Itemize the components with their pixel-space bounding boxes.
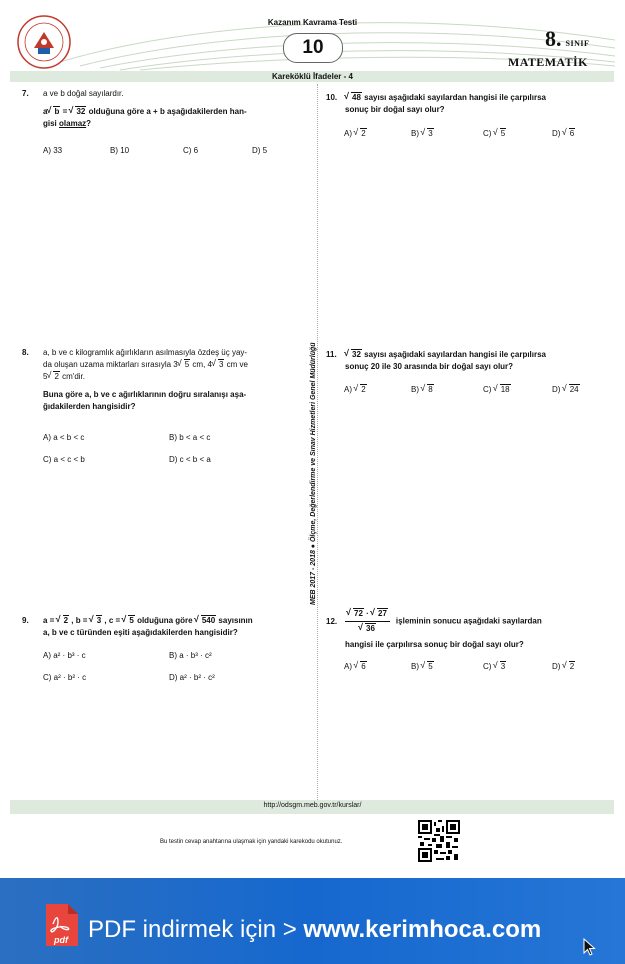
subject-label: MATEMATİK — [508, 55, 588, 69]
q11-option-d[interactable]: D) √ 24 — [552, 385, 580, 394]
question-12: 12. √ 72 · √ 27 √ 36 işleminin sonucu aşağıdaki sayılardan hangisi ile çarpılırsa sonuç bir doğal sayı olur? — [326, 608, 611, 651]
question-8: 8. a, b ve c kilogramlık ağırlıkların asılmasıyla özdeş üç yay- da oluşan uzama miktarları sırasıyla 3√ 5 cm, 4√ 3 cm ve 5√ 2 cm'dir. Buna göre a, b ve c ağırlıklarının doğru sıralanışı aşa- ğıdakilerden hangisidir? — [22, 347, 307, 413]
q12-fraction: √ 72 · √ 27 √ 36 — [345, 608, 390, 635]
q8-option-d[interactable]: D) c < b < a — [169, 455, 211, 464]
q10-option-b[interactable]: B) √ 3 — [411, 129, 434, 138]
svg-text:pdf: pdf — [54, 935, 68, 945]
q12-option-d[interactable]: D) √ 2 — [552, 662, 575, 671]
q7-option-b[interactable]: B) 10 — [110, 146, 130, 155]
q9-option-c[interactable]: C) a² · b² · c — [43, 673, 87, 682]
q10-option-d[interactable]: D) √ 6 — [552, 129, 575, 138]
q8-option-b[interactable]: B) b < a < c — [169, 433, 211, 442]
q7-option-a[interactable]: A) 33 — [43, 146, 63, 155]
banner-site-link[interactable]: www.kerimhoca.com — [303, 916, 542, 943]
q9-option-b[interactable]: B) a · b³ · c² — [169, 651, 212, 660]
question-10: 10. √ 48 sayısı aşağıdaki sayılardan hangisi ile çarpılırsa sonuç bir doğal sayı olur? — [326, 92, 611, 116]
q12-option-c[interactable]: C) √ 3 — [483, 662, 506, 671]
test-type-title: Kazanım Kavrama Testi — [267, 18, 358, 27]
question-7: 7. a ve b doğal sayılardır. a√ b = √ 32 olduğuna göre a + b aşağıdakilerden han- gisi olamaz? — [22, 88, 307, 130]
q11-option-c[interactable]: C) √ 18 — [483, 385, 511, 394]
q7-option-c[interactable]: C) 6 — [183, 146, 199, 155]
q7-option-d[interactable]: D) 5 — [252, 146, 268, 155]
pdf-file-icon — [44, 904, 78, 946]
q11-option-a[interactable]: A) √ 2 — [344, 385, 367, 394]
q10-option-c[interactable]: C) √ 5 — [483, 129, 506, 138]
question-9: 9. a = √ 2 , b = √ 3 , c = √ 5 olduğuna göre √ 540 sayısının a, b ve c türünden eşiti aşağıdakilerden hangisidir? — [22, 615, 312, 639]
q8-option-a[interactable]: A) a < b < c — [43, 433, 85, 442]
question-11: 11. √ 32 sayısı aşağıdaki sayılardan hangisi ile çarpılırsa sonuç 20 ile 30 arasında bir doğal sayı olur? — [326, 349, 611, 373]
grade-label: 8. SINIF — [545, 26, 590, 51]
q12-option-a[interactable]: A) √ 6 — [344, 662, 367, 671]
q12-option-b[interactable]: B) √ 5 — [411, 662, 434, 671]
test-number-badge: 10 — [283, 33, 343, 63]
q11-option-b[interactable]: B) √ 8 — [411, 385, 434, 394]
q9-option-d[interactable]: D) a² · b² · c² — [169, 673, 215, 682]
footer-url-link[interactable]: http://odsgm.meb.gov.tr/kurslar/ — [263, 802, 362, 809]
q10-option-a[interactable]: A) √ 2 — [344, 129, 367, 138]
qr-code-icon[interactable] — [418, 820, 460, 862]
qr-note: Bu testin cevap anahtarına ulaşmak için yandaki karekodu okutunuz. — [160, 839, 343, 845]
q9-option-a[interactable]: A) a² · b³ · c — [43, 651, 86, 660]
topic-title: Kareköklü İfadeler - 4 — [272, 72, 353, 81]
column-divider — [317, 84, 318, 800]
q8-option-c[interactable]: C) a < c < b — [43, 455, 85, 464]
mouse-cursor-icon — [583, 938, 597, 956]
side-credit-text: MEB 2017 - 2018 ● Ölçme, Değerlendirme ve Sınav Hizmetleri Genel Müdürlüğü — [310, 342, 317, 605]
banner-text[interactable]: PDF indirmek için > www.kerimhoca.com — [88, 916, 542, 943]
